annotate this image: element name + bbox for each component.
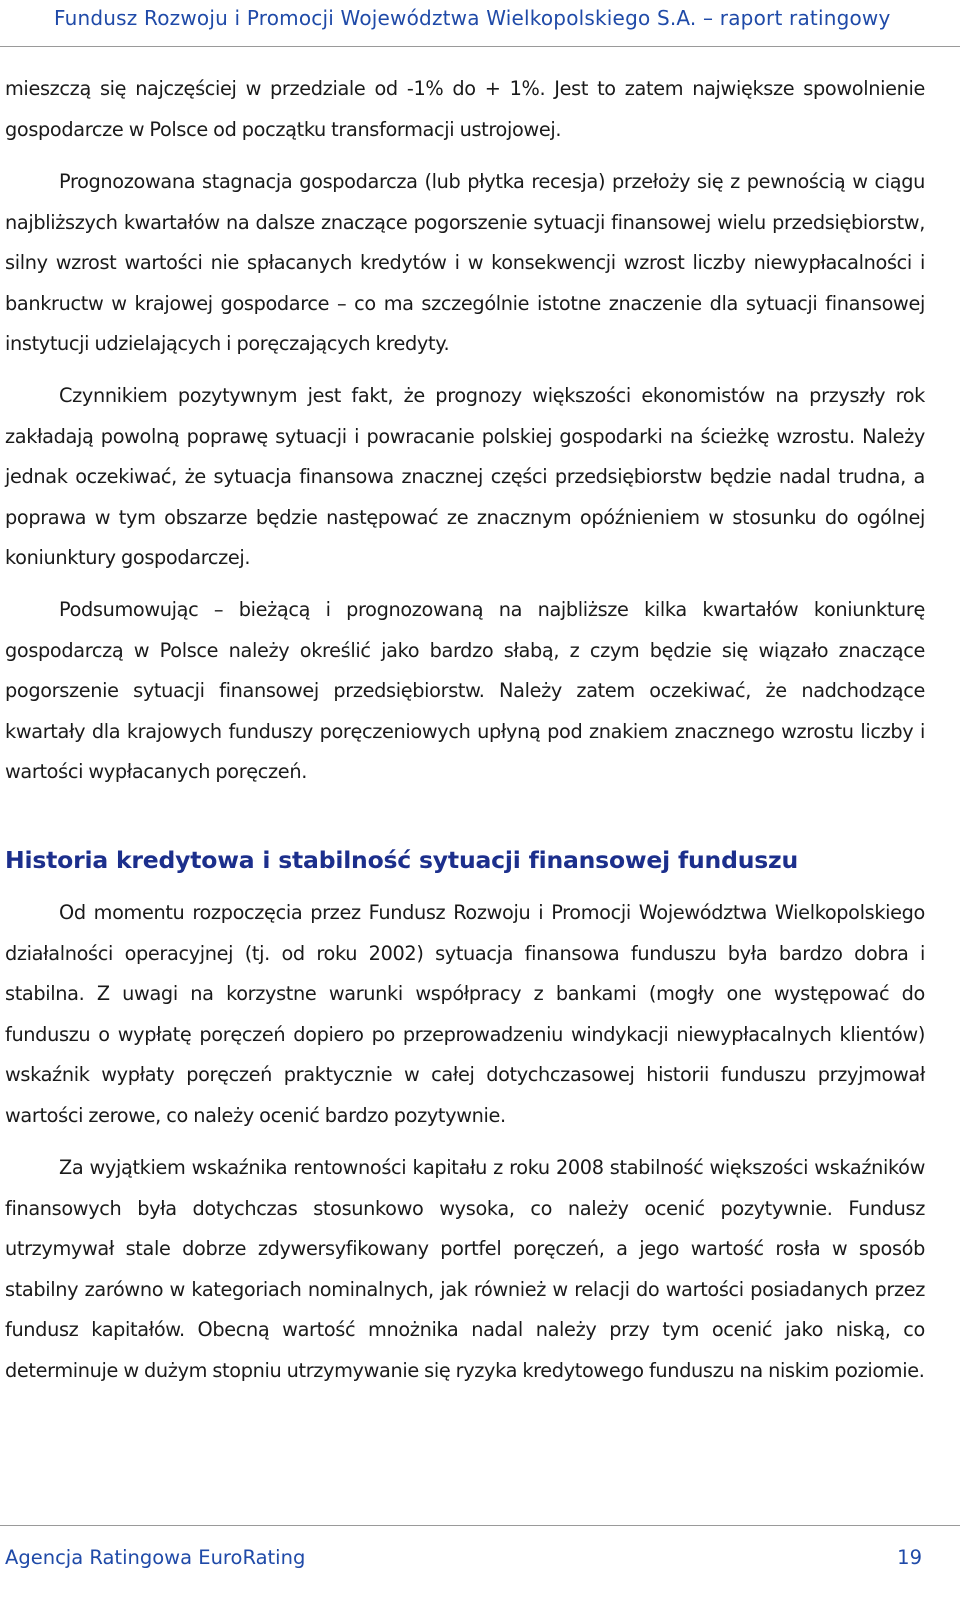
page-number: 19 [897,1546,922,1569]
footer-agency-name: Agencja Ratingowa EuroRating [5,1546,306,1569]
report-header-title: Fundusz Rozwoju i Promocji Województwa Wielkopolskiego S.A. – raport ratingowy [54,6,891,30]
paragraph-positive-factor: Czynnikiem pozytywnym jest fakt, że prognozy większości ekonomistów na przyszły rok zakładają powolną poprawę sytuacji i powracanie polskiej gospodarki na ścieżkę wzrostu. Należy jednak oczekiwać, że sytuacja finansowa znacznej części przedsiębiorstw będzie nadal trudna, a poprawa w tym obszarze będzie następować ze znacznym opóźnieniem w stosunku do ogólnej koniunktury gospodarczej. [5,384,925,570]
paragraph-fund-stability: Za wyjątkiem wskaźnika rentowności kapitału z roku 2008 stabilność większości wskaźników finansowych była dotychczas stosunkowo wysoka, co należy ocenić pozytywnie. Fundusz utrzymywał stale dobrze zdywersyfikowany portfel poręczeń, a jego wartość rosła w sposób stabilny zarówno w kategoriach nominalnych, jak również w relacji do wartości posiadanych przez fundusz kapitałów. Obecną wartość mnożnika nadal należy przy tym ocenić jako niską, co determinuje w dużym stopniu utrzymywanie się ryzyka kredytowego funduszu na niskim poziomie. [5,1156,925,1382]
paragraph-fund-history: Od momentu rozpoczęcia przez Fundusz Rozwoju i Promocji Województwa Wielkopolskiego działalności operacyjnej (tj. od roku 2002) sytuacja finansowa funduszu była bardzo dobra i stabilna. Z uwagi na korzystne warunki współpracy z bankami (mogły one występować do funduszu o wypłatę poręczeń dopiero po przeprowadzeniu windykacji niewypłacalnych klientów) wskaźnik wypłaty poręczeń praktycznie w całej dotychczasowej historii funduszu przyjmował wartości zerowe, co należy ocenić bardzo pozytywnie. [5,901,925,1127]
page-header [0,0,960,47]
paragraph-continuation: mieszczą się najczęściej w przedziale od -1% do + 1%. Jest to zatem największe spowolnienie gospodarcze w Polsce od początku transformacji ustrojowej. [5,77,925,141]
section-heading-credit-history: Historia kredytowa i stabilność sytuacji finansowej funduszu [5,846,799,874]
page-footer [0,1525,960,1623]
paragraph-stagnation-forecast: Prognozowana stagnacja gospodarcza (lub płytka recesja) przełoży się z pewnością w ciągu najbliższych kwartałów na dalsze znaczące pogorszenie sytuacji finansowej wielu przedsiębiorstw, silny wzrost wartości nie spłacanych kredytów i w konsekwencji wzrost liczby niewypłacalności i bankructw w krajowej gospodarce – co ma szczególnie istotne znaczenie dla sytuacji finansowej instytucji udzielających i poręczających kredyty. [5,170,925,356]
paragraph-summary: Podsumowując – bieżącą i prognozowaną na najbliższe kilka kwartałów koniunkturę gospodarczą w Polsce należy określić jako bardzo słabą, z czym będzie się wiązało znaczące pogorszenie sytuacji finansowej przedsiębiorstw. Należy zatem oczekiwać, że nadchodzące kwartały dla krajowych funduszy poręczeniowych upłyną pod znakiem znacznego wzrostu liczby i wartości wypłacanych poręczeń. [5,598,925,784]
